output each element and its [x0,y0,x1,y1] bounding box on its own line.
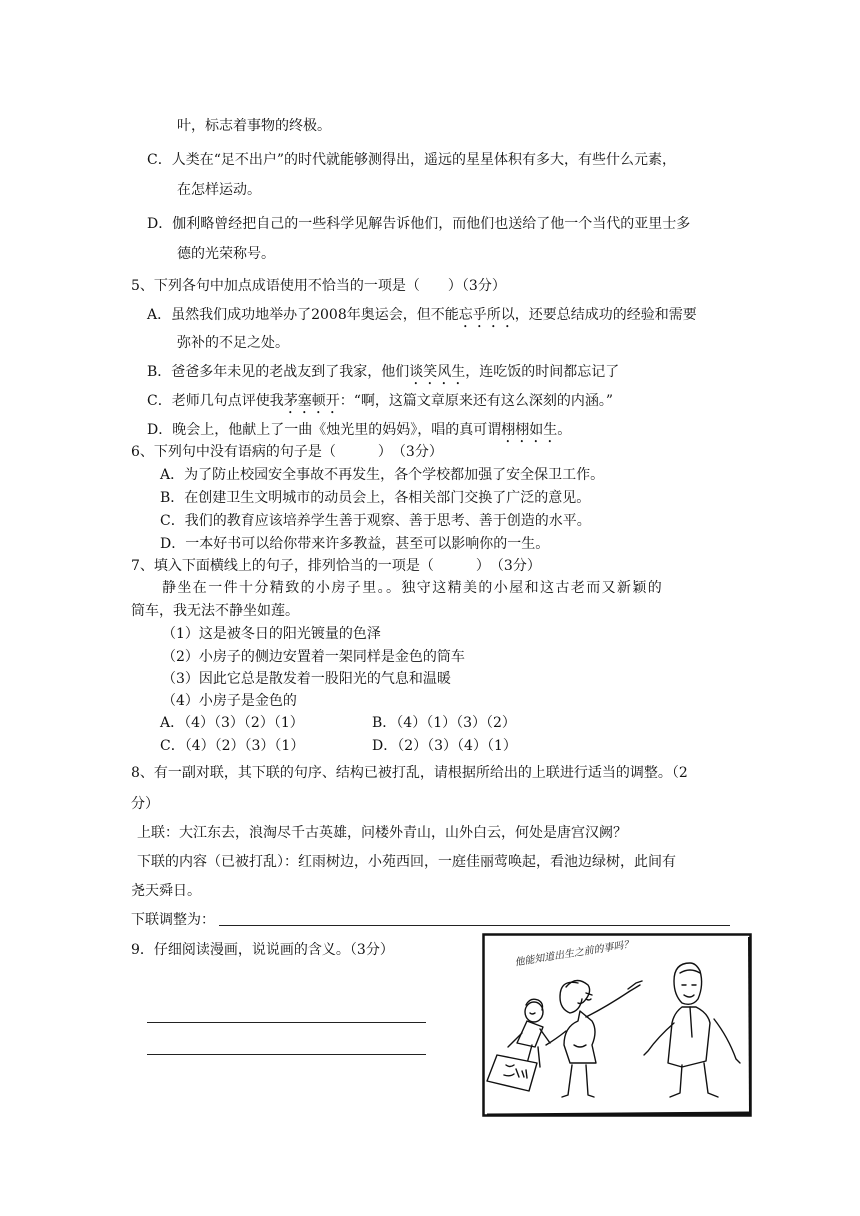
q7-passage-line2: 筒车，我无法不静坐如莲。 [131,603,299,619]
q7-option-c: C．（4）（2）（3）（1） [160,738,305,754]
q4-option-c-line1: C．人类在“足不出户”的时代就能够测得出，遥远的星星体积有多大，有些什么元素， [147,152,677,168]
q5-option-c: C．老师几句点评使我茅塞顿开：“啊，这篇文章原来还有这么深刻的内涵。” [147,393,614,409]
q4-option-d-line2: 德的光荣称号。 [177,246,275,262]
q8-upper-couplet: 上联：大江东去，浪淘尽千古英雄，问楼外青山，山外白云，何处是唐宫汉阙？ [137,825,627,841]
q8-lower-scrambled-line2: 尧天舜日。 [131,883,201,899]
q8-stem-line2: 分） [131,796,159,812]
q9-answer-line-2[interactable] [147,1054,426,1055]
q7-option-a: A．（4）（3）（2）（1） [160,715,304,731]
svg-text:他能知道出生之前的事吗？: 他能知道出生之前的事吗？ [513,938,635,969]
q5-stem: 5、下列各句中加点成语使用不恰当的一项是（ ）（3分） [131,278,506,294]
q4-option-c-line2: 在怎样运动。 [177,182,261,198]
q8-adjust-label: 下联调整为： [131,912,215,928]
q7-sentence-2: （2）小房子的侧边安置着一架同样是金色的筒车 [162,649,465,665]
q5-d-idiom: 栩栩如生 [501,422,558,438]
q7-sentence-4: （4）小房子是金色的 [162,693,297,709]
q5-b-idiom: 谈笑风生 [409,364,466,380]
q4-option-d-line1: D．伽利略曾经把自己的一些科学见解告诉他们，而他们也送给了他一个当代的亚里士多 [147,216,691,232]
q5-a-idiom: 忘乎所以 [458,307,515,323]
q5-option-b: B．爸爸多年未见的老战友到了我家，他们谈笑风生，连吃饭的时间都忘记了 [147,364,620,380]
q7-option-d: D．（2）（3）（4）（1） [372,738,517,754]
q7-sentence-3: （3）因此它总是散发着一股阳光的气息和温暖 [162,671,451,687]
q6-option-b: B．在创建卫生文明城市的动员会上，各相关部门交换了广泛的意见。 [160,490,591,506]
q6-option-a: A．为了防止校园安全事故不再发生，各个学校都加强了安全保卫工作。 [160,467,605,483]
q6-option-c: C．我们的教育应该培养学生善于观察、善于思考、善于创造的水平。 [160,513,591,529]
q7-option-b: B．（4）（1）（3）（2） [372,715,516,731]
q9-answer-line-1[interactable] [147,1022,426,1023]
q8-lower-scrambled-line1: 下联的内容（已被打乱）：红雨树边，小苑西回，一庭佳丽莺唤起，看池边绿树，此间有 [137,854,676,870]
q7-stem: 7、填入下面横线上的句子，排列恰当的一项是（ ） （3分） [131,558,541,574]
q8-stem-line1: 8、有一副对联，其下联的句序、结构已被打乱，请根据所给出的上联进行适当的调整。（2 [131,765,688,781]
q5-option-a-line2: 弥补的不足之处。 [177,335,289,351]
q6-option-d: D．一本好书可以给你带来许多教益，甚至可以影响你的一生。 [160,536,550,552]
q5-option-a-line1: A．虽然我们成功地举办了2008年奥运会，但不能忘乎所以，还要总结成功的经验和需要 [147,307,697,323]
q6-stem: 6、下列句中没有语病的句子是（ ） （3分） [131,444,443,460]
q8-answer-line[interactable] [219,925,730,926]
q7-passage-line1: 静坐在一件十分精致的小房子里。。独守这精美的小屋和这古老而又新颖的 [162,580,664,596]
q5-option-d: D．晚会上，他献上了一曲《烛光里的妈妈》，唱的真可谓栩栩如生。 [147,422,572,438]
cartoon-illustration [482,933,752,1117]
q4-option-b-continuation: 叶，标志着事物的终极。 [177,118,331,134]
q5-c-idiom: 茅塞顿开 [283,393,340,409]
q9-stem: 9．仔细阅读漫画，说说画的含义。（3分） [131,942,394,958]
q7-sentence-1: （1）这是被冬日的阳光镀量的色泽 [162,626,381,642]
